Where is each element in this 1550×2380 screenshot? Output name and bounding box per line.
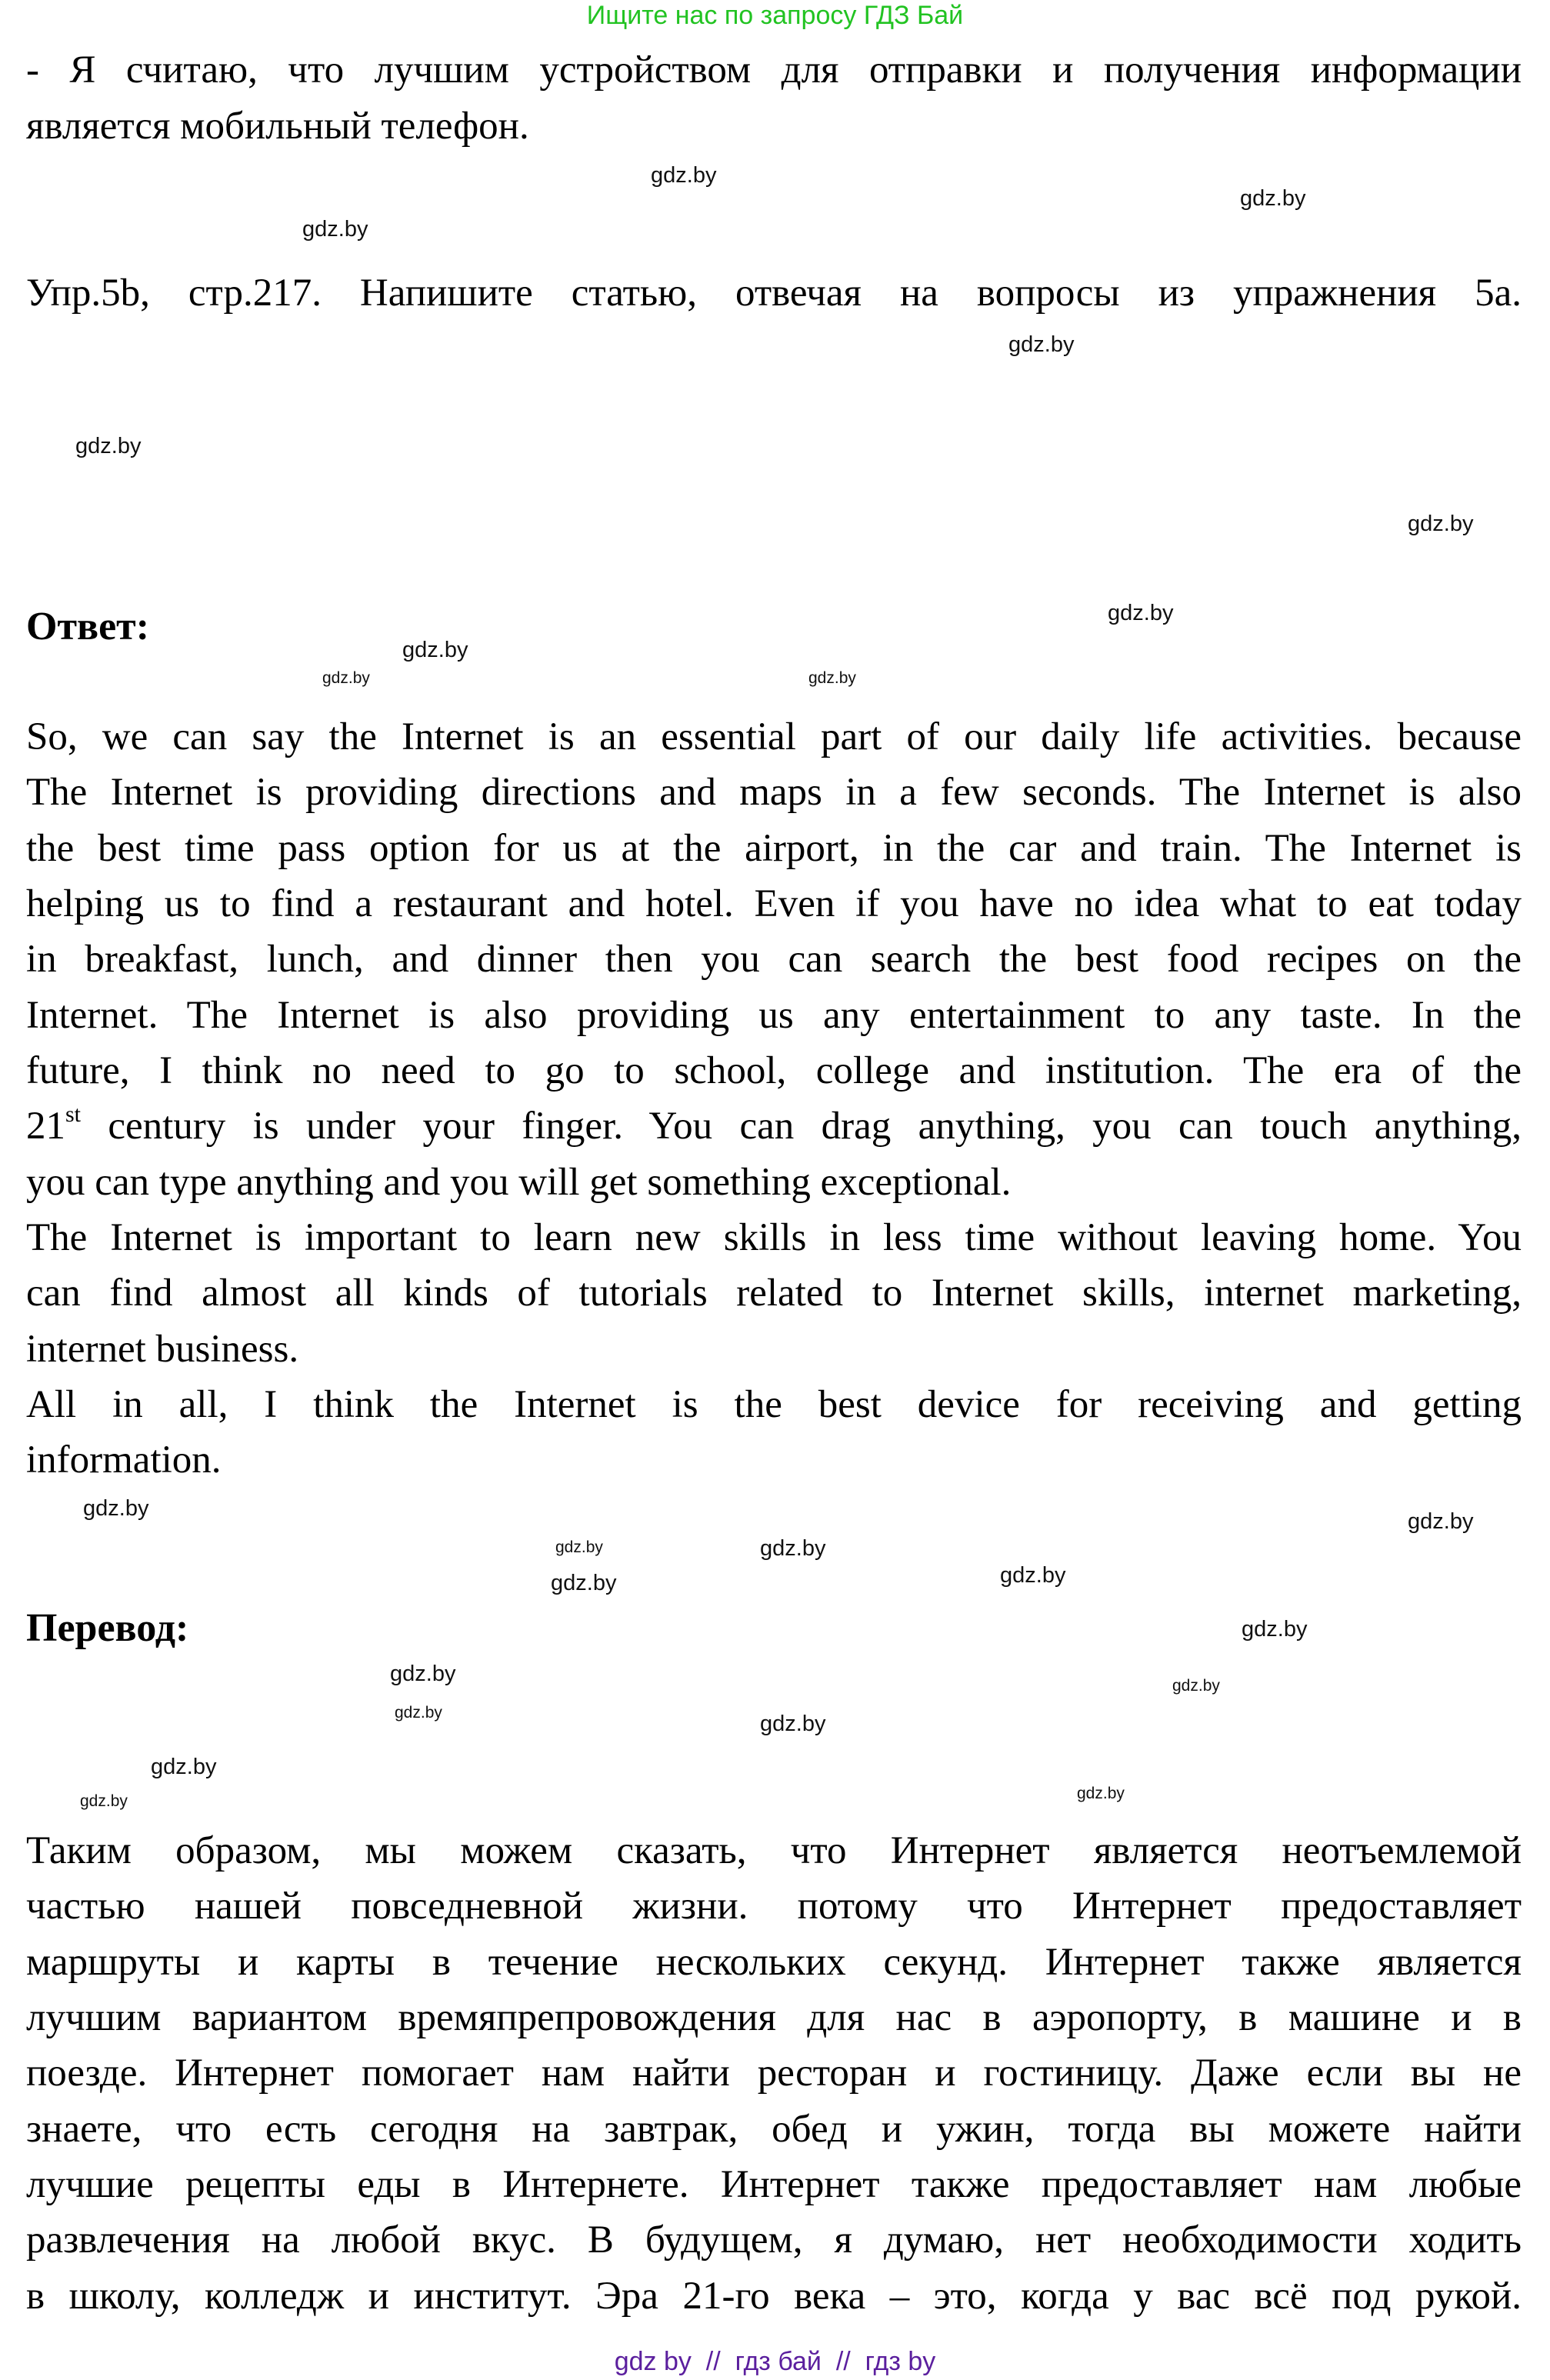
translation-line: Таким образом, мы можем сказать, что Интернет является неотъемлемой	[26, 1829, 1522, 1872]
translation-line: частью нашей повседневной жизни. потому что Интернет предоставляет	[26, 1885, 1522, 1928]
watermark: gdz.by	[760, 1712, 826, 1736]
watermark: gdz.by	[75, 434, 142, 458]
translation-line: лучшим вариантом времяпрепровождения для нас в аэропорту, в машине и в	[26, 1996, 1522, 2040]
watermark: gdz.by	[80, 1792, 128, 1810]
translation-line: лучшие рецепты еды в Интернете. Интернет также предоставляет нам любые	[26, 2163, 1522, 2207]
answer-line: future, I think no need to go to school, college and institution. The era of the	[26, 1049, 1522, 1093]
watermark: gdz.by	[1108, 601, 1174, 625]
translation-line: маршруты и карты в течение нескольких секунд. Интернет также является	[26, 1940, 1522, 1984]
watermark: gdz.by	[1008, 332, 1075, 357]
watermark: gdz.by	[402, 638, 468, 662]
watermark: gdz.by	[1077, 1785, 1125, 1802]
watermark: gdz.by	[555, 1538, 603, 1556]
footer-banner: gdz by // гдз бай // гдз by	[614, 2347, 936, 2376]
watermark: gdz.by	[395, 1704, 442, 1722]
answer-text	[26, 709, 1522, 1488]
translation-line: в школу, колледж и институт. Эра 21-го века – это, когда у вас всё под рукой.	[26, 2274, 1522, 2318]
answer-line: information.	[26, 1438, 222, 1482]
answer-line: the best time pass option for us at the airport, in the car and train. The Internet is	[26, 826, 1522, 870]
answer-line: in breakfast, lunch, and dinner then you can search the best food recipes on the	[26, 938, 1522, 982]
watermark: gdz.by	[1000, 1563, 1066, 1588]
watermark: gdz.by	[151, 1755, 217, 1779]
watermark: gdz.by	[651, 163, 717, 188]
watermark: gdz.by	[83, 1496, 149, 1521]
answer-line: internet business.	[26, 1327, 299, 1371]
translation-line: развлечения на любой вкус. В будущем, я думаю, нет необходимости ходить	[26, 2218, 1522, 2262]
answer-line: Internet. The Internet is also providing us any entertainment to any taste. In the	[26, 993, 1522, 1037]
intro-line: является мобильный телефон.	[26, 105, 529, 148]
watermark: gdz.by	[1408, 512, 1474, 536]
answer-line-rest: century is under your finger. You can drag anything, you can touch anything,	[81, 1105, 1522, 1148]
watermark: gdz.by	[1172, 1677, 1220, 1695]
answer-line: All in all, I think the Internet is the best device for receiving and getting	[26, 1383, 1522, 1427]
century-number: 21	[26, 1105, 65, 1148]
exercise-title: Упр.5b, стр.217. Напишите статью, отвечая на вопросы из упражнения 5а.	[26, 272, 1522, 315]
answer-line: So, we can say the Internet is an essential part of our daily life activities. because	[26, 715, 1522, 758]
answer-line: can find almost all kinds of tutorials related to Internet skills, internet marketing,	[26, 1272, 1522, 1315]
answer-line	[26, 1098, 1522, 1154]
translation-line: знаете, что есть сегодня на завтрак, обед и ужин, тогда вы можете найти	[26, 2107, 1522, 2151]
watermark: gdz.by	[551, 1571, 617, 1595]
watermark: gdz.by	[1242, 1617, 1308, 1642]
header-banner: Ищите нас по запросу ГДЗ Бай	[586, 1, 964, 30]
watermark: gdz.by	[760, 1536, 826, 1561]
translation-line: поезде. Интернет помогает нам найти ресторан и гостиницу. Даже если вы не	[26, 2052, 1522, 2095]
watermark: gdz.by	[322, 669, 370, 687]
translation-heading: Перевод:	[26, 1606, 189, 1650]
translation-text	[26, 1823, 1522, 2324]
watermark: gdz.by	[1408, 1509, 1474, 1534]
watermark: gdz.by	[302, 217, 368, 242]
watermark: gdz.by	[808, 669, 856, 687]
answer-line: The Internet is important to learn new skills in less time without leaving home. You	[26, 1216, 1522, 1260]
answer-heading: Ответ:	[26, 605, 150, 648]
answer-line: you can type anything and you will get something exceptional.	[26, 1160, 1012, 1204]
intro-line: - Я считаю, что лучшим устройством для отправки и получения информации	[26, 48, 1522, 92]
answer-line: helping us to find a restaurant and hotel. Even if you have no idea what to eat today	[26, 882, 1522, 926]
answer-line: The Internet is providing directions and maps in a few seconds. The Internet is also	[26, 771, 1522, 815]
ordinal-suffix: st	[65, 1102, 82, 1128]
watermark: gdz.by	[1240, 186, 1306, 211]
watermark: gdz.by	[390, 1662, 456, 1686]
